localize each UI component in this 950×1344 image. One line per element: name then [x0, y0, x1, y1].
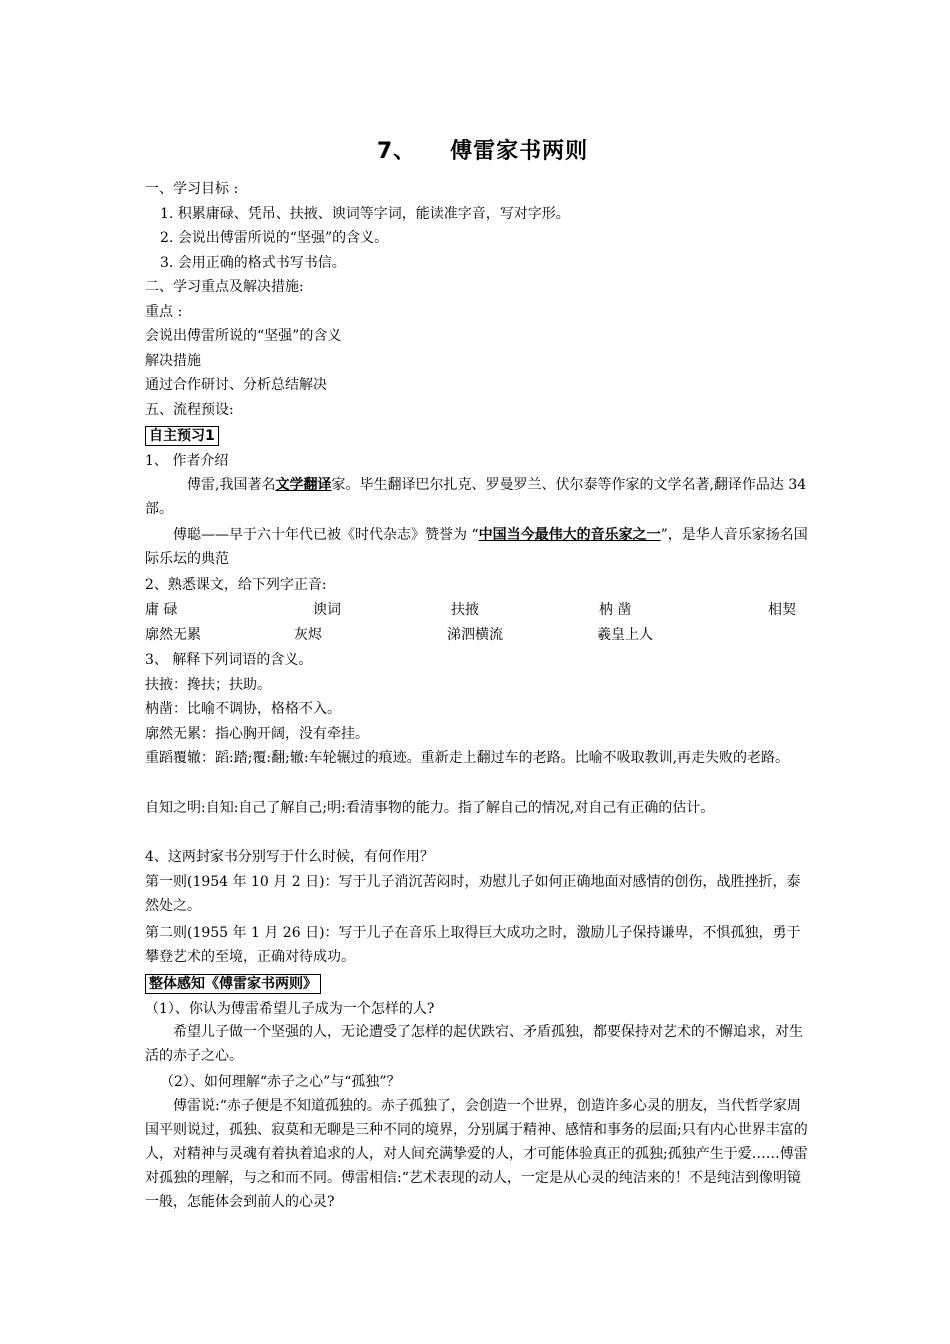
author-paragraph-2: 傅聪——早于六十年代已被《时代杂志》赞誉为 “中国当今最伟大的音乐家之一”，是华人音乐家扬名国际乐坛的典范	[145, 527, 808, 567]
explain-heading: 3、 解释下列词语的含义。	[145, 652, 313, 668]
focus-text: 会说出傅雷所说的“坚强”的含义	[145, 328, 342, 344]
section-2-heading: 二、学习重点及解决措施:	[145, 279, 304, 295]
pinyin-word: 羲皇上人	[597, 627, 653, 643]
q4-answer-2: 第二则(1955 年 1 月 26 日)：写于儿子在音乐上取得巨大成功之时，激励儿子保持谦卑，不惧孤独，勇于攀登艺术的至境，正确对待成功。	[145, 925, 801, 965]
pinyin-word: 灰烬	[294, 627, 322, 643]
author-heading: 1、 作者介绍	[145, 453, 229, 469]
section-5-heading: 五、流程预设:	[145, 402, 234, 418]
explain-line: 扶掖：搀扶；扶助。	[145, 677, 271, 693]
pinyin-word: 相契	[768, 602, 796, 618]
answer-1: 希望儿子做一个坚强的人，无论遭受了怎样的起伏跌宕、矛盾孤独，都要保持对艺术的不懈追求，对生活的赤子之心。	[145, 1024, 803, 1064]
pinyin-word: 枘 凿	[599, 602, 632, 618]
explain-line: 廓然无累：指心胸开阔，没有牵挂。	[145, 726, 369, 742]
measures-text: 通过合作研讨、分析总结解决	[145, 377, 327, 393]
pinyin-word: 谀词	[313, 602, 341, 618]
measures-label: 解决措施	[145, 353, 201, 369]
q4-heading: 4、这两封家书分别写于什么时候，有何作用？	[145, 849, 434, 865]
author-paragraph-1: 傅雷,我国著名文学翻译家。毕生翻译巴尔扎克、罗曼罗兰、伏尔泰等作家的文学名著,翻译作品达 34 部。	[145, 477, 807, 517]
emphasis-literary-translation: 文学翻译	[275, 477, 332, 493]
focus-label: 重点 :	[145, 304, 183, 320]
pinyin-word: 扶掖	[451, 602, 479, 618]
goal-item-1: 1. 积累庸碌、凭吊、扶掖、谀词等字词，能读准字音，写对字形。	[160, 206, 570, 222]
question-1: （1）、你认为傅雷希望儿子成为一个怎样的人?	[145, 1001, 435, 1017]
explain-line: 重蹈覆辙：蹈:踏;覆:翻;辙:车轮辗过的痕迹。重新走上翻过车的老路。比喻不吸取教训,再走失败的老路。	[145, 750, 790, 766]
goal-item-2: 2. 会说出傅雷所说的“坚强”的含义。	[160, 230, 389, 246]
pinyin-word: 涕泗横流	[447, 627, 503, 643]
overall-perception-box: 整体感知《傅雷家书两则》	[145, 974, 321, 994]
page-title	[145, 134, 820, 165]
pinyin-heading: 2、熟悉课文，给下列字正音:	[145, 577, 327, 593]
explain-line: 枘凿：比喻不调协，格格不入。	[145, 701, 341, 717]
section-1-heading: 一、学习目标 :	[145, 181, 239, 197]
answer-2: 傅雷说:“赤子便是不知道孤独的。赤子孤独了，会创造一个世界，创造许多心灵的朋友，当代哲学家周国平则说过，孤独、寂莫和无聊是三种不同的境界，分别属于精神、感情和事务的层面;只有内心世界丰富的人，对精神与灵魂有着执着追求的人，对人间充满挚爱的人，才可能体验真正的孤独;孤独产生于爱……傅雷对孤独的理解，与之和而不同。傅雷相信:“艺术表现的动人，一定是从心灵的纯洁来的！不是纯洁到像明镜一般，怎能体会到前人的心灵?	[145, 1098, 808, 1210]
pinyin-word: 廓然无累	[145, 627, 201, 643]
self-preview-box: 自主预习1	[145, 426, 219, 446]
title-text: 傅雷家书两则	[450, 139, 589, 164]
explain-line: 自知之明:自知:自己了解自己;明:看清事物的能力。指了解自己的情况,对自己有正确的估计。	[145, 800, 715, 816]
pinyin-word: 庸 碌	[145, 602, 178, 618]
emphasis-greatest-musician: 中国当今最伟大的音乐家之一	[478, 527, 661, 543]
question-2: （2）、如何理解“赤子之心”与“孤独”？	[160, 1074, 401, 1090]
q4-answer-1: 第一则(1954 年 10 月 2 日)：写于儿子消沉苦闷时，劝慰儿子如何正确地面对感情的创伤，战胜挫折，泰然处之。	[145, 874, 801, 914]
title-number: 7、	[376, 139, 417, 164]
goal-item-3: 3. 会用正确的格式书写书信。	[160, 255, 346, 271]
